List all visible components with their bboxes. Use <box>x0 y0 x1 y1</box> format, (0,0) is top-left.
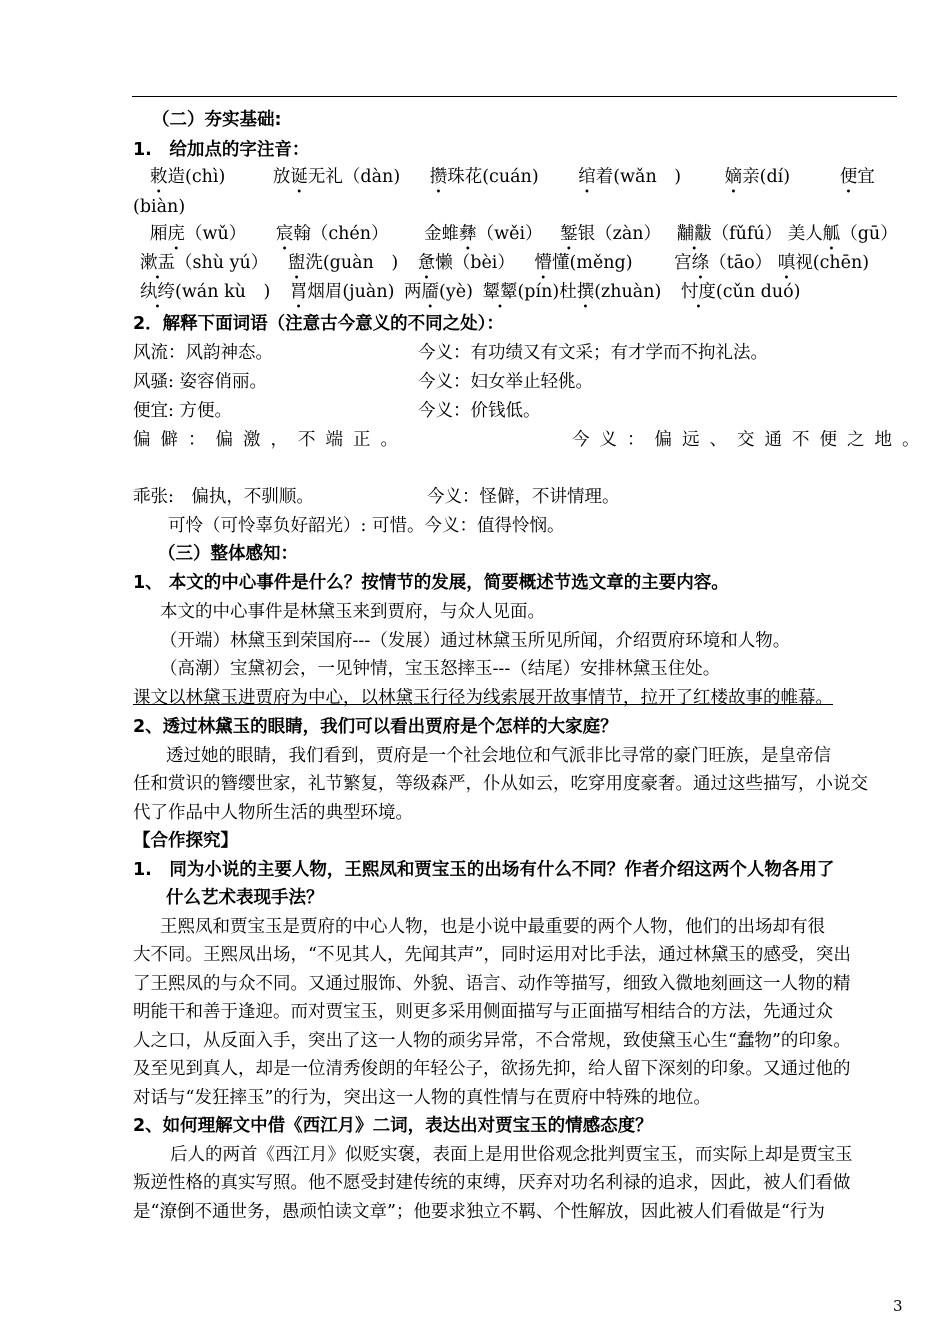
pinyin-item: 攒珠花(cuán) <box>429 167 539 187</box>
word-new-3: 今义：价钱低。 <box>418 401 541 421</box>
pinyin-row-1-cont: (biàn) <box>133 197 186 217</box>
overall-answer-2-line: 任和赏识的簪缨世家，礼节繁复，等级森严，仆从如云，吃穿用度豪奢。通过这些描写，小说交 <box>133 774 868 794</box>
coop-answer-1-line: 了王熙凤的与众不同。又通过服饰、外貌、语言、动作等描写，细致入微地刻画这一人物的精 <box>133 974 851 994</box>
coop-question-2: 2、如何理解文中借《西江月》二词，表达出对贾宝玉的情感态度？ <box>133 1116 653 1136</box>
pinyin-item: 颦颦(pín) <box>482 282 560 302</box>
pinyin-item: 美人觚（gū） <box>787 224 898 244</box>
overall-answer-1-line: （开端）林黛玉到荣国府---（发展）通过林黛玉所见所闻，介绍贾府环境和人物。 <box>160 631 791 651</box>
coop-question-1-cont: 什么艺术表现手法？ <box>166 888 324 908</box>
pinyin-item: 厢庑（wǔ） <box>150 224 247 244</box>
pinyin-item: 杜撰(zhuàn) <box>559 282 662 302</box>
question-pinyin-title: 1. 给加点的字注音： <box>133 140 310 160</box>
pinyin-item: 纨绔(wán kù ) <box>140 282 271 302</box>
coop-answer-1-line: 王熙凤和贾宝玉是贾府的中心人物，也是小说中最重要的两个人物，他们的出场却有很 <box>160 917 825 937</box>
header-rule <box>132 96 897 97</box>
pinyin-item: 嗔视(chēn) <box>777 253 870 273</box>
pinyin-row-3 <box>140 251 869 275</box>
pinyin-item: 宸翰（chén） <box>275 224 389 244</box>
pinyin-item: 敕造(chì) <box>150 167 226 187</box>
word-old-5: 乖张: 偏执，不驯顺。 <box>133 487 314 507</box>
coop-answer-1-line: 明能干和善于逢迎。而对贾宝玉，则更多采用侧面描写与正面描写相结合的方法，先通过众 <box>133 1002 833 1022</box>
pinyin-item: 盥洗(guàn ) <box>287 253 399 273</box>
pinyin-item: 罥烟眉(juàn) <box>289 282 395 302</box>
pinyin-item: 惫懒（bèi） <box>417 253 515 273</box>
pinyin-item: 绾着(wǎn ) <box>578 167 682 187</box>
coop-answer-1-line: 大不同。王熙凤出场，“不见其人，先闻其声”，同时运用对比手法，通过林黛玉的感受，突出 <box>133 945 851 965</box>
pinyin-item: 漱盂（shù yú） <box>140 253 269 273</box>
overall-answer-2-line: 代了作品中人物所生活的典型环境。 <box>133 803 413 823</box>
section-title-cooperate: 【合作探究】 <box>133 831 238 851</box>
overall-question-2: 2、透过林黛玉的眼睛，我们可以看出贾府是个怎样的大家庭？ <box>133 717 618 737</box>
coop-answer-2-line: 叛逆性格的真实写照。他不愿受封建传统的束缚，厌弃对功名利禄的追求，因此，被人们看做 <box>133 1173 851 1193</box>
word-old-3: 便宜: 方便。 <box>133 401 232 421</box>
section-title-consolidate: （二）夯实基础: <box>152 110 282 130</box>
coop-answer-2-line: 后人的两首《西江月》似贬实褒，表面上是用世俗观念批判贾宝玉，而实际上却是贾宝玉 <box>170 1145 853 1165</box>
pinyin-item: 黼黻（fǔfú） <box>676 224 783 244</box>
coop-answer-1-line: 对话与“发狂摔玉”的行为，突出这一人物的真性情与在贾府中特殊的地位。 <box>133 1088 711 1108</box>
overall-question-1: 1、 本文的中心事件是什么？按情节的发展，简要概述节选文章的主要内容。 <box>133 573 729 593</box>
pinyin-row-2 <box>150 222 898 246</box>
pinyin-item: 便宜 <box>839 167 875 187</box>
word-new-2: 今义：妇女举止轻佻。 <box>418 372 593 392</box>
pinyin-item: 金蜼彝（wěi） <box>424 224 543 244</box>
coop-answer-1-line: 人之口，从反面入手，突出了这一人物的顽劣异常，不合常规，致使黛玉心生“蠢物”的印象。 <box>133 1031 851 1051</box>
word-new-5: 今义：怪僻，不讲情理。 <box>427 487 620 507</box>
coop-answer-2-line: 是“潦倒不通世务，愚顽怕读文章”；他要求独立不羁、个性解放，因此被人们看做是“行为 <box>133 1202 825 1222</box>
word-new-1: 今义：有功绩又有文采；有才学而不拘礼法。 <box>418 343 768 363</box>
overall-answer-2-line: 透过她的眼睛，我们看到，贾府是一个社会地位和气派非比寻常的豪门旺族，是皇帝信 <box>166 746 831 766</box>
pinyin-item: 两靥(yè) <box>404 282 473 302</box>
pinyin-item: 錾银（zàn） <box>560 224 662 244</box>
page-number: 3 <box>893 1297 903 1315</box>
section-title-overall: （三）整体感知： <box>158 544 298 564</box>
overall-answer-1-summary: 课文以林黛玉进贾府为中心，以林黛玉行径为线索展开故事情节，拉开了红楼故事的帷幕。 <box>133 688 833 708</box>
pinyin-row-1 <box>150 165 875 189</box>
word-old-2: 风骚: 姿容俏丽。 <box>133 372 267 392</box>
pinyin-item: 宫绦（tāo） <box>674 253 773 273</box>
pinyin-row-4 <box>140 280 801 304</box>
pinyin-item: 放诞无礼（dàn) <box>272 167 401 187</box>
coop-answer-1-line: 及至见到真人，却是一位清秀俊朗的年轻公子，欲扬先抑，给人留下深刻的印象。又通过他的 <box>133 1059 851 1079</box>
word-6: 可怜（可怜辜负好韶光）: 可惜。今义：值得怜悯。 <box>168 516 565 536</box>
word-old-1: 风流：风韵神态。 <box>133 343 273 363</box>
coop-question-1: 1. 同为小说的主要人物，王熙凤和贾宝玉的出场有什么不同？作者介绍这两个人物各用了 <box>133 860 835 880</box>
overall-answer-1-line: 本文的中心事件是林黛玉来到贾府，与众人见面。 <box>160 602 545 622</box>
pinyin-item: 忖度(cǔn duó) <box>680 282 801 302</box>
word-new-4: 今义：偏远、交通不便之地。 <box>572 430 930 450</box>
pinyin-item: 懵懂(měng) <box>534 253 633 273</box>
overall-answer-1-line: （高潮）宝黛初会，一见钟情，宝玉怒摔玉---（结尾）安排林黛玉住处。 <box>160 659 721 679</box>
pinyin-item: 嫡亲(dí) <box>724 167 791 187</box>
question-words-title: 2．解释下面词语（注意古今意义的不同之处）： <box>133 314 504 334</box>
word-old-4: 偏僻：偏激，不端正。 <box>133 430 408 450</box>
